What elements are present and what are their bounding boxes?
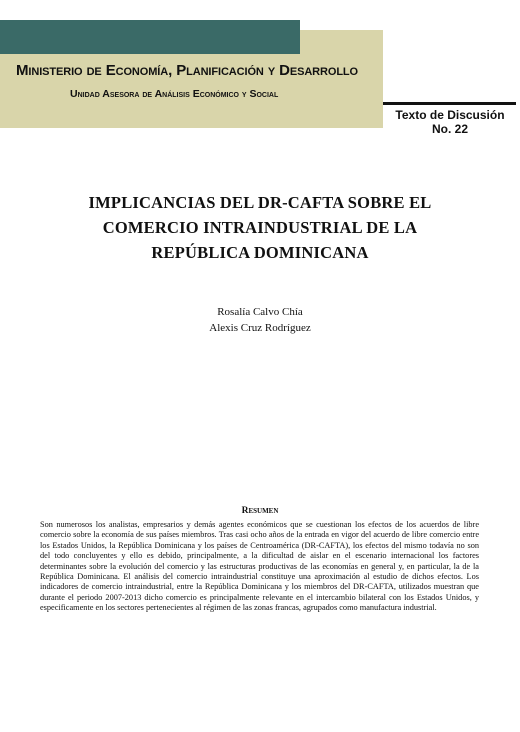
header-teal-bar bbox=[0, 20, 300, 54]
abstract-text: Son numerosos los analistas, empresarios y demás agentes económicos que se cuestionan los efectos de los acuerdos de libre comercio sobre la economía de sus países miembros. Tras casi ocho años de la entrada en vigor del acuerdo de libre comercio entre los Estados Unidos, la República Dominicana y los países de Centroamérica (DR-CAFTA), los efectos del mismo todavía no son del todo concluyentes y ello es debido, principalmente, a la dificultad de aislar en el escenario internacional los factores determinantes sobre la evolución del comercio y las estructuras productivas de las economías en general y, en particular, la de la República Dominicana. El análisis del comercio intraindustrial constituye una aproximación al estudio de dichos efectos. Los indicadores de comercio intraindustrial, entre la República Dominicana y los miembros del DR-CAFTA, utilizados muestran que durante el periodo 2007-2013 dicho comercio es principalmente relevante en el intercambio bilateral con los Estados Unidos, y especificamente en los sectores pertenecientes al régimen de las zonas francas, agrupados como manufactura industrial. bbox=[40, 520, 479, 613]
ministry-name: Ministerio de Economía, Planificación y Desarrollo bbox=[16, 62, 359, 79]
authors bbox=[40, 304, 480, 336]
author-name: Alexis Cruz Rodríguez bbox=[209, 322, 311, 334]
title-line: IMPLICANCIAS DEL DR-CAFTA SOBRE EL bbox=[88, 193, 432, 212]
title-line: COMERCIO INTRAINDUSTRIAL DE LA bbox=[102, 218, 418, 237]
author-name: Rosalía Calvo Chía bbox=[217, 306, 303, 318]
abstract-heading: Resumen bbox=[241, 506, 279, 516]
header-rule bbox=[383, 102, 516, 105]
document-title bbox=[40, 190, 480, 265]
document-number: No. 22 bbox=[431, 122, 468, 136]
document-type: Texto de Discusión bbox=[395, 108, 505, 122]
title-line: REPÚBLICA DOMINICANA bbox=[151, 243, 369, 262]
unit-name: Unidad Asesora de Análisis Económico y Social bbox=[70, 88, 279, 100]
